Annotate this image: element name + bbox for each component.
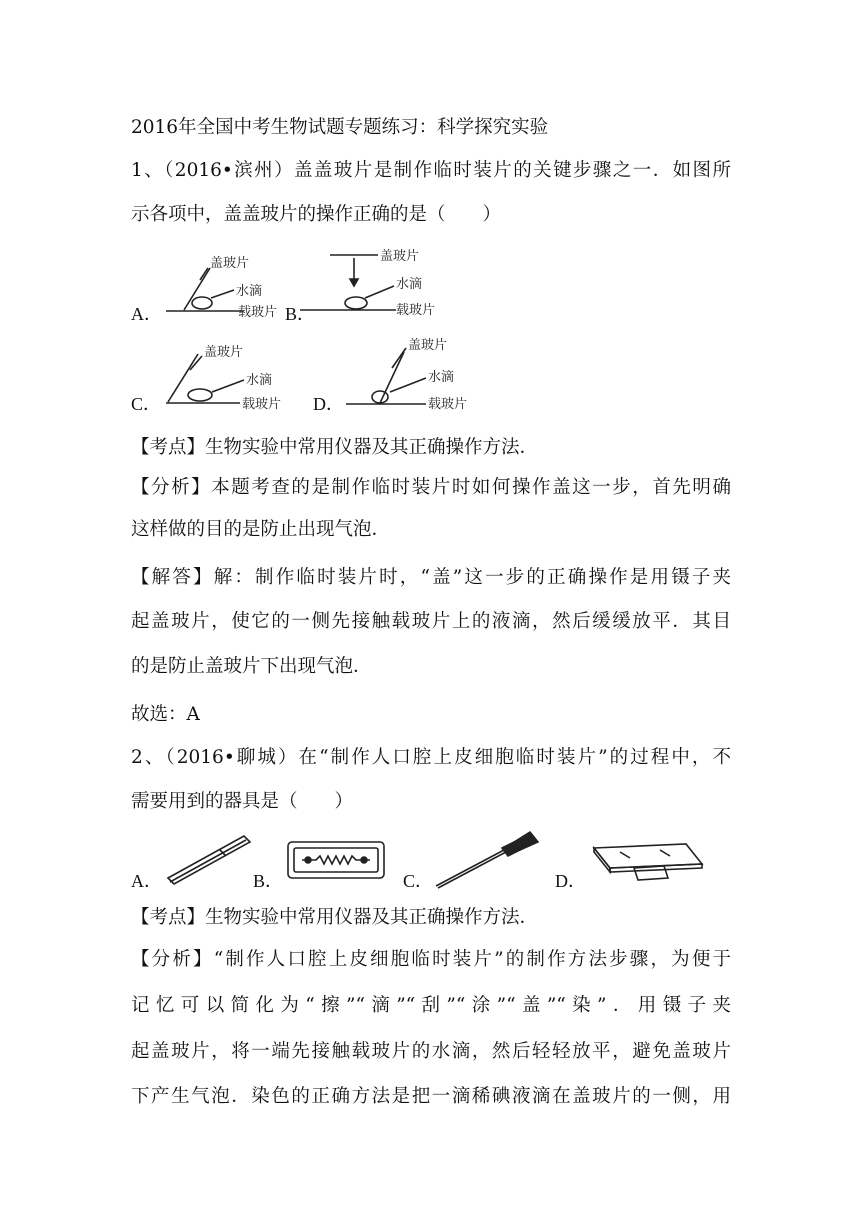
q1-option-b-label: B． — [285, 304, 316, 324]
q1-figure-b — [300, 246, 480, 322]
q2-option-b-label: B． — [253, 871, 284, 891]
cover-glass-line — [168, 354, 198, 402]
label-water: 水滴 — [396, 277, 423, 292]
label-cover: 盖玻片 — [204, 345, 244, 360]
q1-stem-line-2: 示各项中，盖盖玻片的操作正确的是（ ） — [131, 204, 502, 225]
water-drop — [188, 389, 212, 401]
q1-option-c-label: C． — [131, 394, 162, 414]
cover-glass-line — [380, 352, 404, 403]
label-slide: 载玻片 — [428, 397, 468, 412]
label-cover: 盖玻片 — [380, 249, 420, 264]
q1-figure-d — [346, 334, 486, 414]
dropper-icon — [434, 828, 544, 890]
label-cover: 盖玻片 — [408, 338, 448, 353]
tweezers-icon — [160, 826, 256, 890]
q2-kaodian: 【考点】生物实验中常用仪器及其正确操作方法． — [131, 907, 539, 928]
q1-jieda-line-2: 起盖玻片，使它的一侧先接触载玻片上的液滴，然后缓缓放平．其目 — [131, 611, 731, 632]
q2-stem-line-1: 2、（2016•聊城）在“制作人口腔上皮细胞临时装片”的过程中，不 — [131, 747, 731, 768]
label-water: 水滴 — [428, 370, 455, 385]
label-cover: 盖玻片 — [210, 256, 250, 271]
q2-option-a-label: A． — [131, 871, 162, 891]
water-drop — [192, 297, 212, 309]
label-slide: 载玻片 — [242, 397, 282, 412]
razor-blade-icon — [286, 838, 386, 882]
q2-option-c-label: C． — [403, 871, 434, 891]
q2-fenxi-line-3: 起盖玻片，将一端先接触载玻片的水滴，然后轻轻放平，避免盖玻片 — [131, 1041, 731, 1062]
q1-figure-a — [166, 250, 286, 322]
q2-fenxi-line-2: 记忆可以简化为“擦”“滴”“刮”“涂”“盖”“染”．用镊子夹 — [131, 995, 731, 1016]
q1-kaodian: 【考点】生物实验中常用仪器及其正确操作方法． — [131, 437, 539, 458]
label-slide: 载玻片 — [396, 303, 436, 318]
document-title: 2016年全国中考生物试题专题练习：科学探究实验 — [131, 117, 549, 138]
q2-stem-line-2: 需要用到的器具是（ ） — [131, 791, 354, 812]
q1-answer: 故选：A — [131, 704, 200, 725]
q1-option-a-label: A． — [131, 304, 162, 324]
q1-figure-c — [160, 340, 300, 412]
q2-option-d-label: D． — [555, 871, 586, 891]
glass-slide-icon — [590, 838, 710, 888]
label-water: 水滴 — [236, 284, 263, 299]
label-water: 水滴 — [246, 373, 273, 388]
q1-jieda-line-1: 【解答】解：制作临时装片时，“盖”这一步的正确操作是用镊子夹 — [131, 567, 731, 588]
q1-stem-line-1: 1、（2016•滨州）盖盖玻片是制作临时装片的关键步骤之一．如图所 — [131, 160, 731, 181]
q2-fenxi-line-4: 下产生气泡．染色的正确方法是把一滴稀碘液滴在盖玻片的一侧，用 — [131, 1086, 731, 1107]
q1-jieda-line-3: 的是防止盖玻片下出现气泡． — [131, 656, 372, 677]
q1-fenxi-line-2: 这样做的目的是防止出现气泡． — [131, 519, 391, 540]
q1-fenxi-line-1: 【分析】本题考查的是制作临时装片时如何操作盖这一步，首先明确 — [131, 477, 731, 498]
label-slide: 载玻片 — [238, 305, 278, 320]
q2-fenxi-line-1: 【分析】“制作人口腔上皮细胞临时装片”的制作方法步骤，为便于 — [131, 949, 731, 970]
water-drop — [345, 297, 367, 309]
cover-glass-line — [184, 268, 210, 310]
q1-option-d-label: D． — [313, 394, 344, 414]
